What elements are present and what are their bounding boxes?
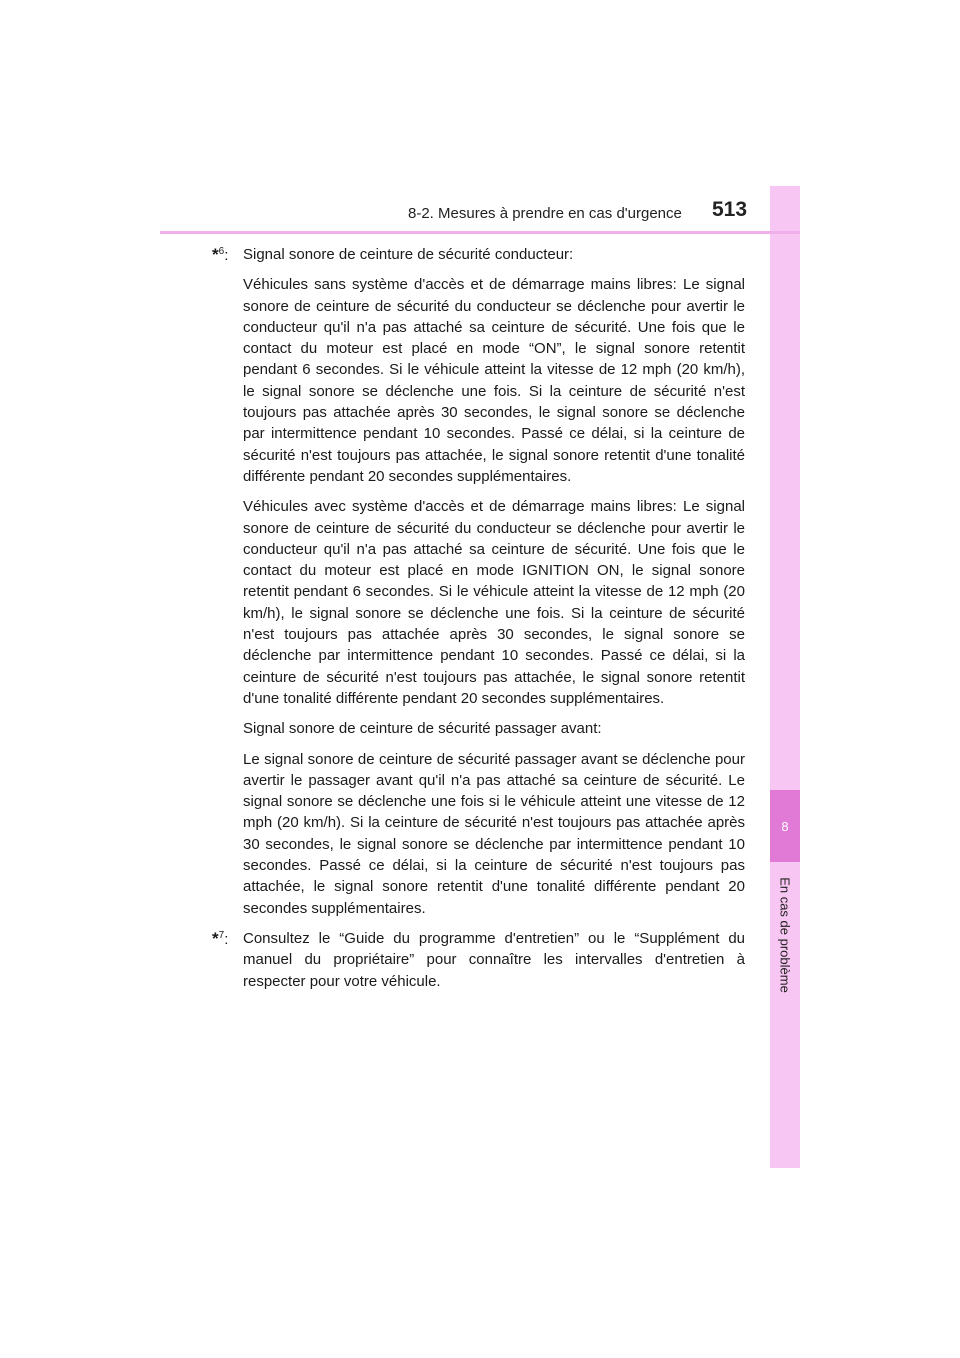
page-content: [212, 244, 745, 1001]
footnote-paragraph: Véhicules avec système d'accès et de démarrage mains libres: Le signal sonore de ceinture de sécurité du conducteur se déclenche pour avertir le conducteur qu'il n'a pas attaché sa ceinture de sécurité. Une fois que le contact du moteur est placé en mode IGNITION ON, le signal sonore retentit pendant 6 secondes. Si le véhicule atteint la vitesse de 12 mph (20 km/h), le signal sonore se déclenche une fois. Si la ceinture de sécurité n'est toujours pas attachée après 30 secondes, le signal sonore se déclenche par intermittence pendant 10 secondes. Passé ce délai, si la ceinture de sécurité n'est toujours pas attachée, le signal sonore retentit d'une tonalité différente pendant 20 secondes supplémentaires.: [243, 498, 745, 707]
footnote-paragraph: Véhicules sans système d'accès et de démarrage mains libres: Le signal sonore de ceinture de sécurité du conducteur se déclenche pour avertir le conducteur qu'il n'a pas attaché sa ceinture de sécurité. Une fois que le contact du moteur est placé en mode “ON”, le signal sonore retentit pendant 6 secondes. Si le véhicule atteint la vitesse de 12 mph (20 km/h), le signal sonore se déclenche une fois. Si la ceinture de sécurité n'est toujours pas attachée après 30 secondes, le signal sonore se déclenche par intermittence pendant 10 secondes. Passé ce délai, si la ceinture de sécurité n'est toujours pas attachée, le signal sonore retentit d'une tonalité différente pendant 20 secondes supplémentaires.: [243, 276, 745, 485]
chapter-side-tab: [770, 186, 800, 1168]
chapter-number: 8: [781, 818, 789, 834]
footnote-marker: *$^6$:: [212, 245, 229, 264]
section-title: 8-2. Mesures à prendre en cas d'urgence: [408, 205, 682, 222]
page-number: 513: [712, 198, 748, 221]
footnote-paragraph: Signal sonore de ceinture de sécurité passager avant:: [243, 720, 602, 738]
chapter-number-box: [770, 790, 800, 862]
footnote-title: Signal sonore de ceinture de sécurité conducteur:: [243, 246, 574, 263]
footnote-marker: *$^7$:: [212, 928, 229, 948]
header-divider: [160, 231, 800, 234]
footnote-7: [212, 928, 745, 992]
chapter-label: En cas de problème: [777, 877, 793, 993]
footnote-title: Consultez le “Guide du programme d'entretien” ou le “Supplément du manuel du propriétaire” pour connaître les intervalles d'entretien à respecter pour votre véhicule.: [243, 929, 745, 990]
footnote-paragraph: Le signal sonore de ceinture de sécurité passager avant se déclenche pour avertir le passager avant qu'il n'a pas attaché sa ceinture de sécurité. Le signal sonore se déclenche une fois si le véhicule atteint une vitesse de 12 mph (20 km/h). Si la ceinture de sécurité n'est toujours pas attachée après 30 secondes, le signal sonore se déclenche par intermittence pendant 10 secondes. Passé ce délai, si la ceinture de sécurité n'est toujours pas attachée, le signal sonore retentit d'une tonalité différente pendant 20 secondes supplémentaires.: [243, 750, 745, 917]
footnote-6: [212, 244, 745, 919]
